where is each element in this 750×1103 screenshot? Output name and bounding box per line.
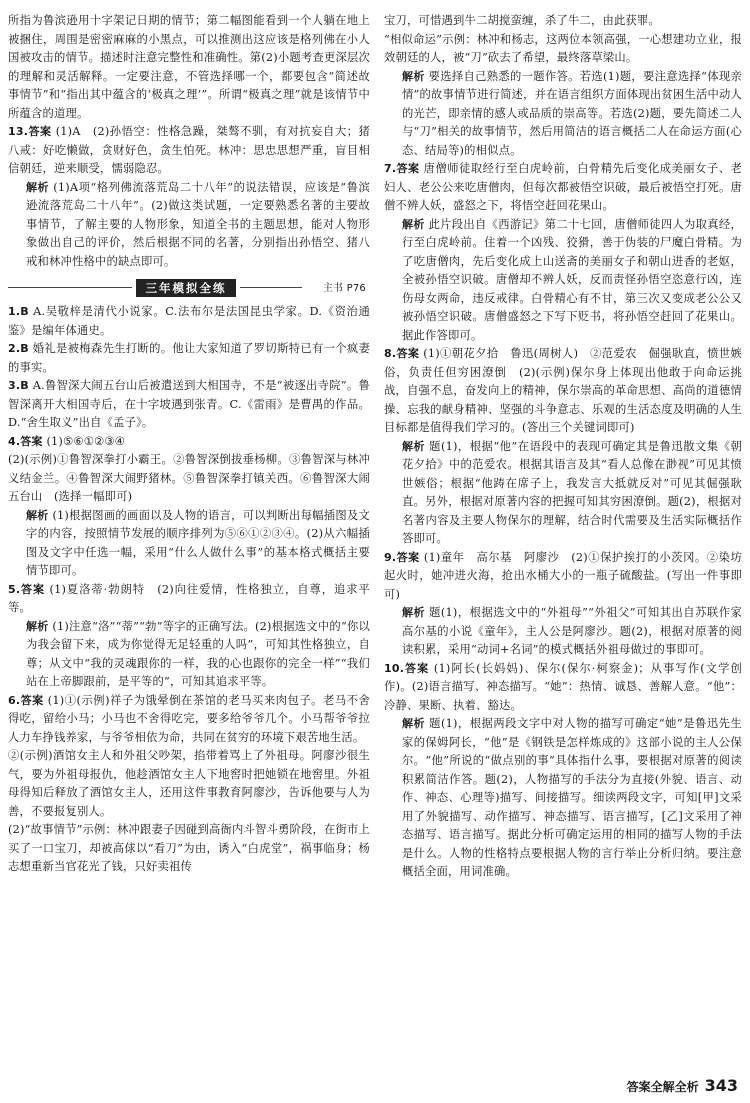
analysis-label: 解析 [402,439,426,453]
q7-analysis [384,216,742,346]
q4-analysis [8,507,370,581]
q4-answer-2: (2)(示例)①鲁智深拳打小霸王。②鲁智深倒拔垂杨柳。③鲁智深与林冲义结金兰。④鲁智深大闹野猪林。⑤鲁智深拳打镇关西。⑥鲁智深大闹五台山 (选择一幅即可) [8,453,370,503]
q9-answer-text: (1)童年 高尔基 阿廖沙 (2)①保护挨打的小茨冈。②染坊起火时，她冲进火海，抢出水桶大小的一瓶子硫酸盐。(写出一件事即可) [384,550,742,601]
analysis-label: 解析 [402,69,425,83]
q5-answer [8,581,370,618]
page-footer [627,1076,738,1095]
q6-number: 6. [8,693,21,707]
q5-analysis [8,618,370,692]
analysis-label: 解析 [402,606,426,619]
q6-answer-1: (1)①(示例)祥子为饿晕倒在茶馆的老马买来肉包子。老马不舍得吃，留给小马；小马也不舍得吃完，要多给爷爷几个。小马帮爷爷拉人力车挣钱养家，与爷爷相依为命，共同在贫穷的环境下艰苦地生活。 [8,693,370,744]
q13-analysis-text: (1)A项“格列佛流落荒岛二十八年”的说法错误，应该是“鲁滨逊流落荒岛二十八年”。(2)做这类试题，一定要熟悉名著的主要故事情节，了解主要的人物形象，知道全书的主题思想，能对人物形象做出自己的评价，然后根据不同的名著，分别指出孙悟空、猪八戒和林冲性格中的缺点即可。 [26,180,370,268]
q10-analysis [384,715,742,882]
q4-number: 4. [8,434,21,448]
q9-answer [384,549,742,605]
q3-answer [8,377,370,433]
banner-rule-left [8,287,132,288]
q3-text: A.鲁智深大闹五台山后被遣送到大相国寺，不是“被逐出寺院”。鲁智深离开大相国寺后，在十字坡遇到张青。C.《雷雨》是曹禺的作品。D.“舍生取义”出自《孟子》。 [8,379,370,429]
page-number: 343 [704,1076,738,1095]
q1-number: 1.B [8,305,29,318]
analysis-label: 解析 [402,217,425,231]
q6-answer-3: (2)“故事情节”示例：林冲跟妻子因碰到高衙内斗智斗勇阶段，在街市上买了一口宝刀，却被高俅以“看刀”为由，诱入“白虎堂”，祸事临身；杨志想重新当官花光了钱，只好卖祖传 [8,823,370,873]
q10-analysis-text: 题(1)，根据两段文字中对人物的描写可确定“她”是鲁迅先生家的保姆阿长，“他”是《钢铁是怎样炼成的》这部小说的主人公保尔。“他”所说的“做点别的事”具体指什么事，要根据对原著的阅读积累简洁作答。题(2)，人物描写的手法分为直接(外貌、语言、动作、神态、心理等)描写、间接描写。细读两段文字，可知[甲]文采用了外貌描写、动作描写、神态描写、语言描写，[乙]文采用了神态描写、语言描写。据此分析可确定运用的相同的描写人物的手法是什么。人物的性格特点要根据人物的言行举止分析归纳。要注意概括全面，用词准确。 [402,717,743,878]
left-column [8,12,370,877]
q8-answer [384,345,742,438]
q13-number: 13. [8,125,29,138]
section-banner [8,277,370,299]
q5-answer-text: (1)夏洛蒂·勃朗特 (2)向往爱情，性格独立，自尊，追求平等。 [8,582,370,614]
answer-label: 答案 [404,661,430,675]
footer-title: 答案全解全析 [626,1080,699,1094]
continued-analysis: 所指为鲁滨逊用十字架记日期的情节；第二幅图能看到一个人躺在地上被捆住，周围是密密麻麻的小黑点，可以推测出这应该是格列佛在小人国被攻击的情节。描述时注意完整性和准确性。第(2)小题考查更深层次的理解和灵活解释。一定要注意，不管选择哪一个，都要包含“简述故事情节”和“指出其中蕴含的‘极真之理’”。所谓“极真之理”就是该情节中所蕴含的道理。 [8,14,370,120]
q6-answer-2: ②(示例)酒馆女主人和外祖父吵架，掐带着骂上了外祖母。阿廖沙很生气，要为外祖母报仇，他趁酒馆女主人下地窖时把她锁在地窖里。外祖母得知后释放了酒馆女主人，还用这件事教育阿廖沙，告诉他要与人为善，不要报复别人。 [8,749,370,818]
q7-answer [384,160,742,216]
q6-analysis-text: 要选择自己熟悉的一题作答。若选(1)题，要注意选择“体现亲情”的故事情节进行简述，并在语言组织方面体现出贫困生活中动人的光芒，即亲情的感人或品质的崇高等。若选(2)题，要先简述二人与“刀”相关的故事情节，然后用简洁的语言概括二人在命运方面(心态、结局等)的相似点。 [402,69,742,157]
q9-number: 9. [384,550,397,564]
q8-number: 8. [384,347,397,360]
q6-continued-1: 宝刀，可惜遇到牛二胡搅蛮缠，杀了牛二，由此获罪。 [384,14,660,27]
q6-continued-2: “相似命运”示例：林冲和杨志，这两位本领高强，一心想建功立业，报效朝廷的人，被“刀”砍去了希望，最终落草梁山。 [384,32,742,64]
analysis-label: 解析 [402,717,426,730]
q7-answer-text: 唐僧师徒取经行至白虎岭前，白骨精先后变化成美丽女子、老妇人、老公公来吃唐僧肉，但每次都被悟空识破，最后被悟空打死。唐僧不辨人妖，盛怒之下，将悟空赶回花果山。 [384,162,743,212]
answer-label: 答案 [20,434,43,448]
q8-analysis-text: 题(1)，根据“他”在语段中的表现可确定其是鲁迅散文集《朝花夕拾》中的范爱农。根据其语言及其“看人总像在渺视”可见其愤世嫉俗；根据“他踌在席子上，我发言大抵就反对”可见其倔强耿直。另外，根据对原著内容的把握可知其穷困潦倒。题(2)，根据对名著内容及主要人物保尔的理解，结合时代需要及生活实际概括作答即可。 [402,439,743,545]
q4-answer [8,433,370,452]
analysis-label: 解析 [26,619,49,633]
banner-rule-right [240,287,302,288]
q10-number: 10. [384,661,405,675]
q4-answer-1: (1)⑤⑥①②③④ [46,434,126,448]
q6-answer [8,692,370,748]
q9-analysis-text: 题(1)，根据选文中的“外祖母”“外祖父”可知其出自苏联作家高尔基的小说《童年》，主人公是阿廖沙。题(2)，根据对原著的阅读积累，采用“动词+名词”的模式概括外祖母做过的事即可。 [402,606,743,656]
analysis-label: 解析 [26,508,49,522]
q10-answer-text: (1)阿长(长妈妈)、保尔(保尔·柯察金)；从事写作(文学创作)。(2)语言描写、神态描写。“她”：热情、诚恳、善解人意。“他”：冷静、果断、执着、豁达。 [384,661,742,712]
q1-answer [8,303,370,340]
analysis-label: 解析 [26,180,50,194]
answer-label: 答案 [20,582,45,596]
q13-answer-text: (1)A (2)孙悟空：性格急躁，桀骜不驯，有对抗妄自大；猪八戒：好吃懒做，贪财好色，贪生怕死。林冲：思忠思想严重，盲目相信朝廷，逆来顺受，懦弱隐忍。 [8,125,370,175]
q4-analysis-text: (1)根据图画的画面以及人物的语言，可以判断出每幅插图及文字的内容，按照情节发展的顺序排列为⑤⑥①②③④。(2)从六幅插图及文字中任选一幅，采用“什么人做什么事”的基本格式概括主要情节即可。 [26,508,370,577]
q7-analysis-text: 此片段出自《西游记》第二十七回，唐僧师徒四人为取真经，行至白虎岭前。住着一个凶残、狡猾，善于伪装的尸魔白骨精。为了吃唐僧肉，先后变化成上山送斋的美丽女子和朝山进香的老妪，全被孙悟空识破。唐僧却不辨人妖，反而责怪孙悟空恣意行凶，连伤母女两命，违反戒律。白骨精心有不甘，第三次又变成老公公又被孙悟空识破。唐僧盛怒之下写下贬书，将孙悟空赶回了花果山。据此作答即可。 [402,217,743,342]
q13-analysis [8,179,370,272]
answer-label: 答案 [396,347,420,360]
q8-answer-text: (1)①朝花夕拾 鲁迅(周树人) ②范爱农 倔强耿直，愤世嫉俗，负责任但穷困潦倒 (2)(示例)保尔身上体现出他敢于向命运挑战，自强不息，奋发向上的精神，保尔崇高的革命思想、高尚的道德情操、忘我的献身精神、坚强的斗争意志、乐观的生活态度及明确的人生目标都是值得我们学习的。(答出三个关键词即可) [384,347,742,434]
section-reference: 主书 P76 [322,283,366,294]
q8-analysis [384,438,742,549]
right-column [384,12,742,882]
q10-answer [384,660,742,716]
q6-analysis [384,68,742,161]
answer-label: 答案 [396,162,420,175]
q9-analysis [384,604,742,660]
answer-label: 答案 [20,693,44,707]
answer-label: 答案 [28,125,52,138]
q13-answer [8,123,370,179]
q5-number: 5. [8,582,21,596]
answer-label: 答案 [396,550,420,564]
q2-number: 2.B [8,342,29,355]
q1-text: A.吴敬梓是清代小说家。C.法布尔是法国昆虫学家。D.《资治通鉴》是编年体通史。 [8,305,371,337]
q2-text: 婚礼是被梅森先生打断的。他让大家知道了罗切斯特已有一个疯妻的事实。 [8,342,370,374]
q3-number: 3.B [8,379,29,392]
section-title: 三年模拟全练 [136,279,236,297]
q2-answer [8,340,370,377]
q7-number: 7. [384,162,397,175]
q5-analysis-text: (1)注意“洛”“蒂”“勃”等字的正确写法。(2)根据选文中的“你以为我会留下来，成为你觉得无足轻重的人吗”，可知其性格独立，自尊；从文中“我的灵魂跟你的一样，我的心也跟你的完全一样”“我们站在上帝脚跟前，是平等的”，可知其追求平等。 [26,619,371,688]
